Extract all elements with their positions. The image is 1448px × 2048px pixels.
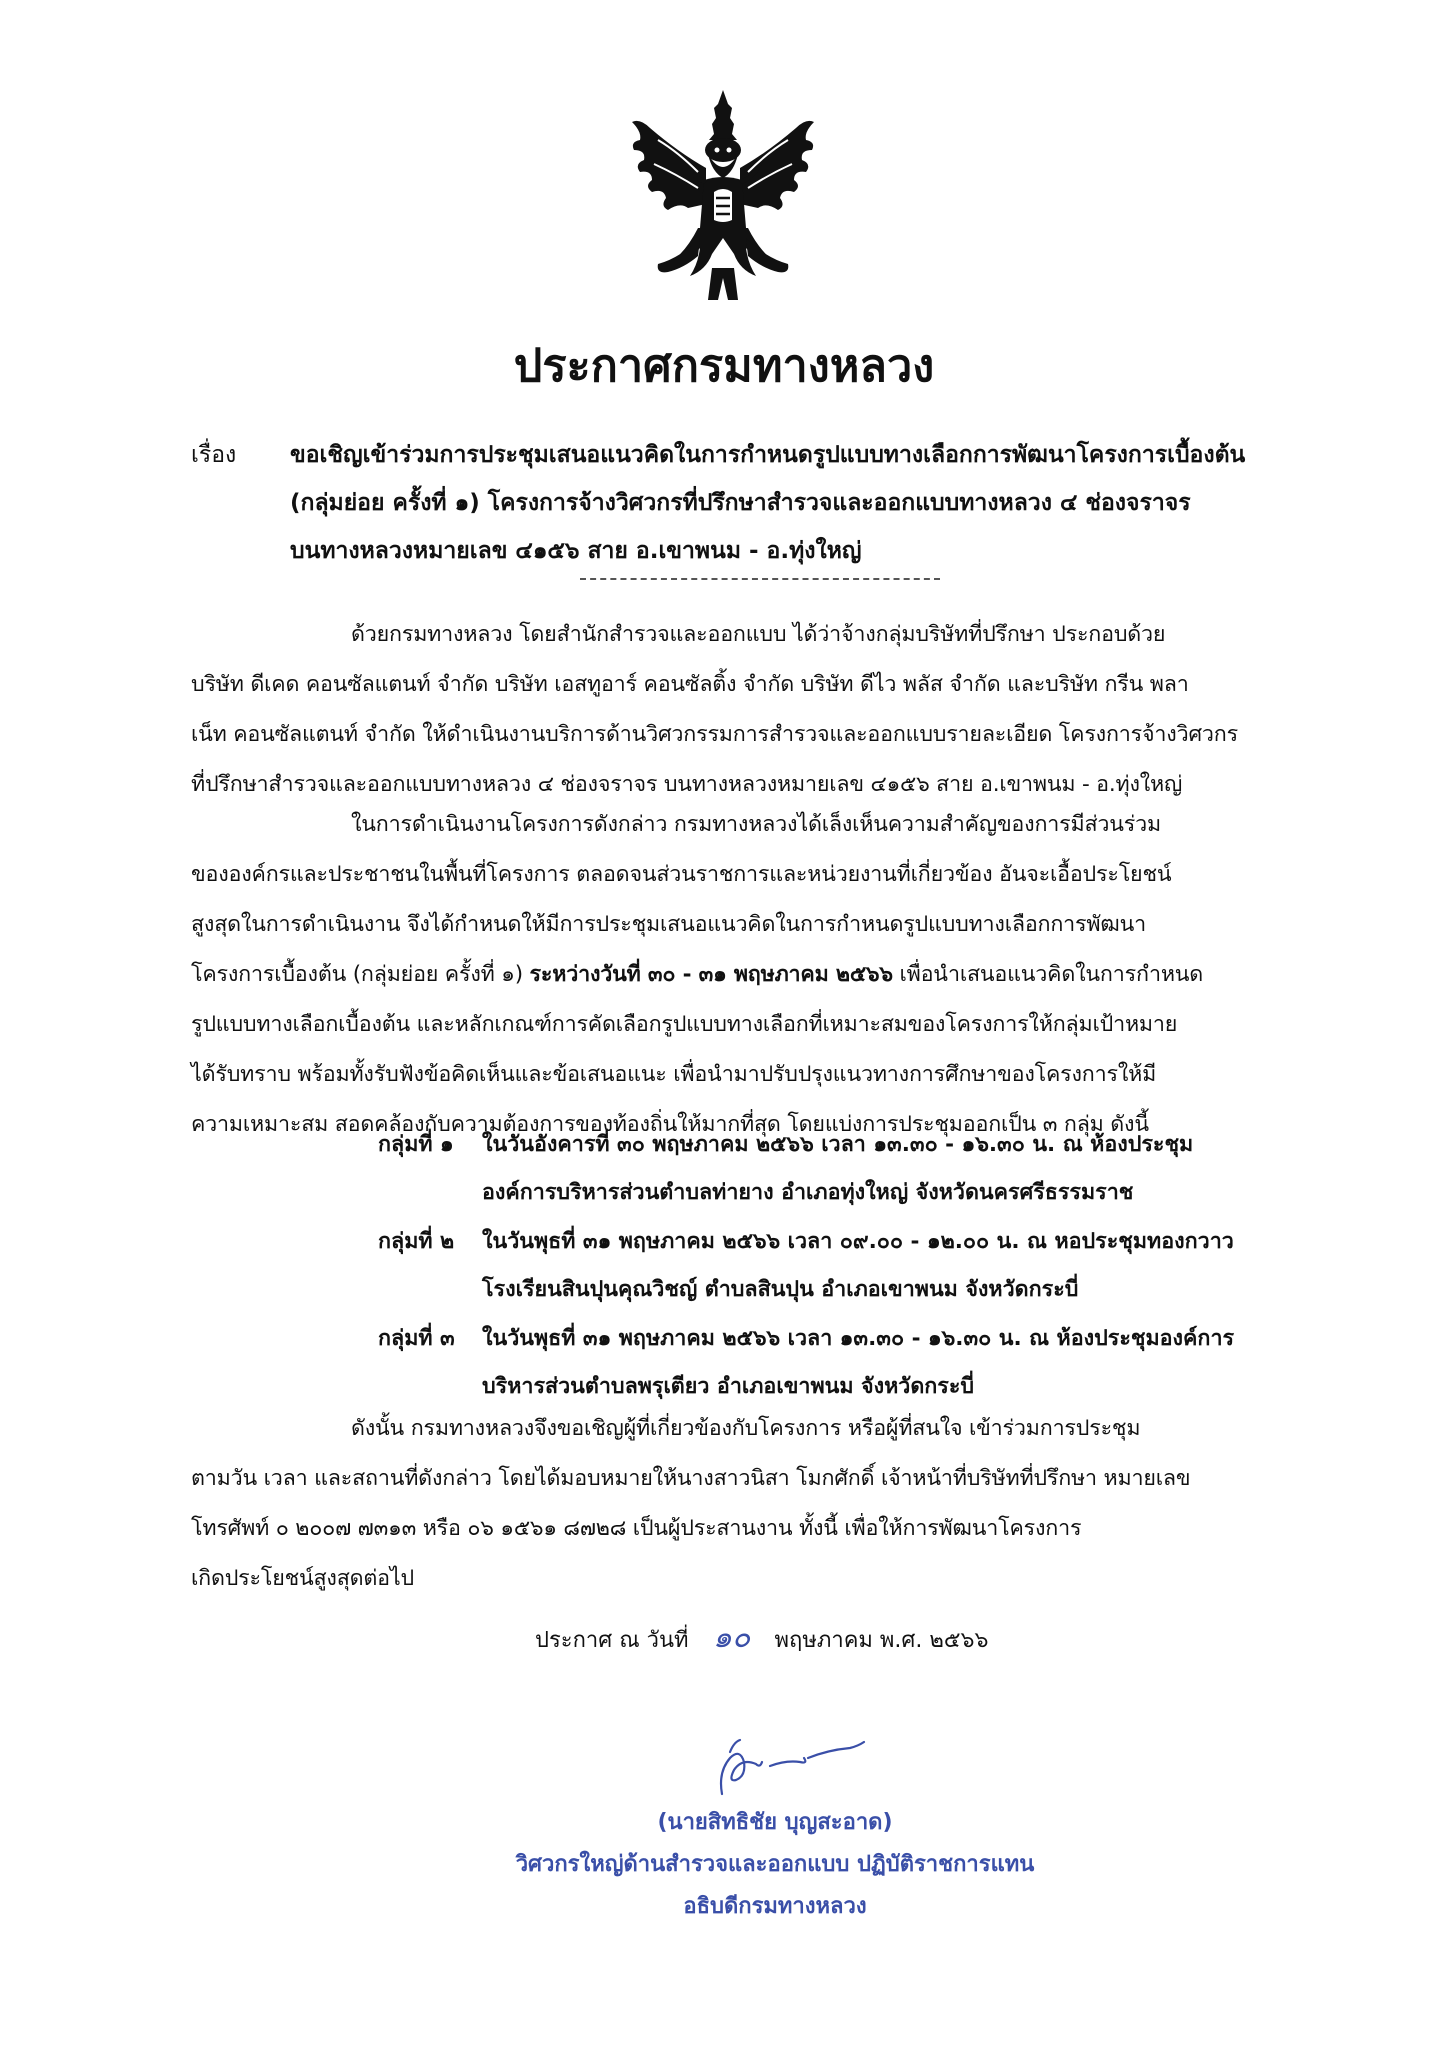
group-line: องค์การบริหารส่วนตำบลท่ายาง อำเภอทุ่งใหญ่ จังหวัดนครศรีธรรมราช bbox=[482, 1180, 1134, 1205]
group-line: ในวันพุธที่ ๓๑ พฤษภาคม ๒๕๖๖ เวลา ๐๙.๐๐ - ๑๒.๐๐ น. ณ หอประชุมทองกวาว bbox=[482, 1229, 1234, 1254]
meeting-dates: ระหว่างวันที่ ๓๐ - ๓๑ พฤษภาคม ๒๕๖๖ bbox=[529, 962, 893, 987]
group-line: บริหารส่วนตำบลพรุเตียว อำเภอเขาพนม จังหวัดกระบี่ bbox=[482, 1374, 975, 1399]
group-label: กลุ่มที่ ๒ bbox=[378, 1229, 455, 1254]
paragraph-1 bbox=[191, 610, 1321, 810]
paragraph-line: ขององค์กรและประชาชนในพื้นที่โครงการ ตลอดจนส่วนราชการและหน่วยงานที่เกี่ยวข้อง อันจะเอื้อประโยชน์ bbox=[191, 862, 1172, 887]
subject-text bbox=[290, 431, 1320, 575]
subject-line: (กลุ่มย่อย ครั้งที่ ๑) โครงการจ้างวิศวกรที่ปรึกษาสำรวจและออกแบบทางหลวง ๔ ช่องจราจร bbox=[290, 490, 1191, 516]
separator-line bbox=[580, 578, 940, 580]
announcement-date bbox=[535, 1614, 988, 1665]
document-title: ประกาศกรมทางหลวง bbox=[513, 339, 935, 392]
subject-line: บนทางหลวงหมายเลข ๔๑๕๖ สาย อ.เขาพนม - อ.ทุ่งใหญ่ bbox=[290, 538, 862, 564]
paragraph-2 bbox=[191, 800, 1321, 1150]
signer-name: (นายสิทธิชัย บุญสะอาด) bbox=[657, 1810, 893, 1835]
paragraph-line: ตามวัน เวลา และสถานที่ดังกล่าว โดยได้มอบหมายให้นางสาวนิสา โมกศักดิ์ เจ้าหน้าที่บริษัทที่ปรึกษา หมายเลข bbox=[191, 1466, 1191, 1491]
signer-position: วิศวกรใหญ่ด้านสำรวจและออกแบบ ปฏิบัติราชการแทน bbox=[515, 1852, 1035, 1877]
paragraph-line: เกิดประโยชน์สูงสุดต่อไป bbox=[191, 1566, 414, 1591]
paragraph-line: ที่ปรึกษาสำรวจและออกแบบทางหลวง ๔ ช่องจราจร บนทางหลวงหมายเลข ๔๑๕๖ สาย อ.เขาพนม - อ.ทุ่งใหญ่ bbox=[191, 772, 1183, 797]
paragraph-line: ได้รับทราบ พร้อมทั้งรับฟังข้อคิดเห็นและข้อเสนอแนะ เพื่อนำมาปรับปรุงแนวทางการศึกษาของโครงการให้มี bbox=[191, 1062, 1157, 1087]
line-text: เพื่อนำเสนอแนวคิดในการกำหนด bbox=[899, 962, 1204, 987]
subject-label: เรื่อง bbox=[191, 442, 237, 468]
group-line: ในวันพุธที่ ๓๑ พฤษภาคม ๒๕๖๖ เวลา ๑๓.๓๐ - ๑๖.๓๐ น. ณ ห้องประชุมองค์การ bbox=[482, 1326, 1235, 1351]
paragraph-line: ความเหมาะสม สอดคล้องกับความต้องการของท้องถิ่นให้มากที่สุด โดยแบ่งการประชุมออกเป็น ๓ กลุ่ม ดังนี้ bbox=[191, 1112, 1149, 1137]
subject-line: ขอเชิญเข้าร่วมการประชุมเสนอแนวคิดในการกำหนดรูปแบบทางเลือกการพัฒนาโครงการเบื้องต้น bbox=[290, 442, 1246, 468]
group-label: กลุ่มที่ ๓ bbox=[378, 1326, 455, 1351]
announcement-suffix: พฤษภาคม พ.ศ. ๒๕๖๖ bbox=[774, 1628, 989, 1653]
paragraph-line: ด้วยกรมทางหลวง โดยสำนักสำรวจและออกแบบ ได้ว่าจ้างกลุ่มบริษัทที่ปรึกษา ประกอบด้วย bbox=[351, 622, 1166, 647]
paragraph-line: รูปแบบทางเลือกเบื้องต้น และหลักเกณฑ์การคัดเลือกรูปแบบทางเลือกที่เหมาะสมของโครงการให้กลุ่มเป้าหมาย bbox=[191, 1012, 1178, 1037]
paragraph-line bbox=[191, 950, 1321, 1000]
garuda-emblem-icon bbox=[628, 88, 818, 303]
line-text: โครงการเบื้องต้น (กลุ่มย่อย ครั้งที่ ๑) bbox=[191, 962, 523, 987]
paragraph-line: เน็ท คอนซัลแตนท์ จำกัด ให้ดำเนินงานบริการด้านวิศวกรรมการสำรวจและออกแบบรายละเอียด โครงการจ้างวิศวกร bbox=[191, 722, 1238, 747]
paragraph-line: ในการดำเนินงานโครงการดังกล่าว กรมทางหลวงได้เล็งเห็นความสำคัญของการมีส่วนร่วม bbox=[351, 812, 1161, 837]
meeting-group bbox=[378, 1121, 1328, 1217]
group-line: โรงเรียนสินปุนคุณวิชญ์ ตำบลสินปุน อำเภอเขาพนม จังหวัดกระบี่ bbox=[482, 1277, 1079, 1302]
meeting-groups bbox=[378, 1121, 1328, 1412]
handwritten-signature-icon bbox=[700, 1728, 880, 1798]
group-label: กลุ่มที่ ๑ bbox=[378, 1132, 454, 1157]
group-line: ในวันอังคารที่ ๓๐ พฤษภาคม ๒๕๖๖ เวลา ๑๓.๓๐ - ๑๖.๓๐ น. ณ ห้องประชุม bbox=[482, 1132, 1194, 1157]
paragraph-line: สูงสุดในการดำเนินงาน จึงได้กำหนดให้มีการประชุมเสนอแนวคิดในการกำหนดรูปแบบทางเลือกการพัฒนา bbox=[191, 912, 1146, 937]
paragraph-3 bbox=[191, 1404, 1321, 1604]
paragraph-line: โทรศัพท์ ๐ ๒๐๐๗ ๗๓๑๓ หรือ ๐๖ ๑๕๖๑ ๘๗๒๘ เป็นผู้ประสานงาน ทั้งนี้ เพื่อให้การพัฒนาโครงการ bbox=[191, 1516, 1082, 1541]
meeting-group bbox=[378, 1218, 1328, 1314]
announcement-day: ๑๐ bbox=[712, 1620, 751, 1655]
signature-block bbox=[470, 1802, 1080, 1928]
paragraph-line: บริษัท ดีเคด คอนซัลแตนท์ จำกัด บริษัท เอสทูอาร์ คอนซัลติ้ง จำกัด บริษัท ดีไว พลัส จำกัด และบริษัท กรีน พลา bbox=[191, 672, 1189, 697]
announcement-prefix: ประกาศ ณ วันที่ bbox=[535, 1628, 689, 1653]
meeting-group bbox=[378, 1315, 1328, 1411]
signer-title: อธิบดีกรมทางหลวง bbox=[683, 1894, 867, 1919]
paragraph-line: ดังนั้น กรมทางหลวงจึงขอเชิญผู้ที่เกี่ยวข้องกับโครงการ หรือผู้ที่สนใจ เข้าร่วมการประชุม bbox=[351, 1416, 1141, 1441]
